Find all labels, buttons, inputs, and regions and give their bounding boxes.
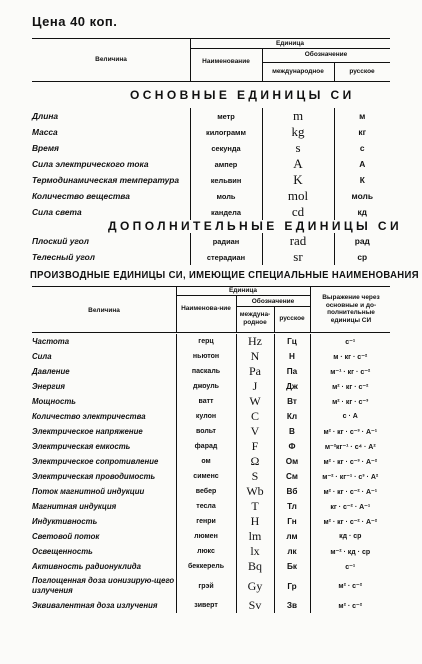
intl-symbol: Hz [236,334,274,349]
si-expression: м² · с⁻² [310,574,390,598]
quantity-name: Энергия [32,382,65,391]
intl-symbol: sr [262,249,334,265]
intl-symbol: N [236,349,274,364]
si-expression: м⁻²кг⁻¹ · с⁴ · А² [310,439,390,454]
intl-symbol: Pa [236,364,274,379]
russian-symbol: Вб [274,484,310,499]
table-row [32,249,390,265]
russian-symbol: К [334,172,390,188]
table-row [32,349,390,364]
russian-symbol: м [334,108,390,124]
russian-symbol: ср [334,249,390,265]
table-row [32,364,390,379]
col3-designation: Обозначение [251,298,295,305]
unit-name: беккерель [176,559,236,574]
russian-symbol: Гн [274,514,310,529]
unit-name: зиверт [176,598,236,613]
quantity-name: Электрическая проводимость [32,472,156,481]
quantity-name: Световой поток [32,532,100,541]
russian-symbol: лм [274,529,310,544]
si-expression: м² · кг · с⁻³ · А⁻¹ [310,424,390,439]
russian-symbol: кг [334,124,390,140]
si-expression: с⁻¹ [310,334,390,349]
unit-name: ватт [176,394,236,409]
intl-symbol: J [236,379,274,394]
russian-symbol: рад [334,233,390,249]
derived-units-table [32,334,390,613]
quantity-name: Электрическое сопротивление [32,457,159,466]
table-row [32,172,390,188]
si-expression: м² · кг · с⁻² · А⁻¹ [310,484,390,499]
intl-symbol: Ω [236,454,274,469]
quantity-name: Масса [32,127,58,137]
quantity-name: Телесный угол [32,252,95,262]
section-derived-title: ПРОИЗВОДНЫЕ ЕДИНИЦЫ СИ, ИМЕЮЩИЕ СПЕЦИАЛЬНЫЕ НАИМЕНОВАНИЯ [30,270,419,281]
col3-name: Наименова-ние [181,305,231,312]
intl-symbol: Sv [236,598,274,613]
si-expression: кг · с⁻² · А⁻¹ [310,499,390,514]
table-row [32,544,390,559]
intl-symbol: Wb [236,484,274,499]
unit-name: грэй [176,574,236,598]
intl-symbol: Gy [236,574,274,598]
quantity-name: Давление [32,367,70,376]
quantity-name: Поток магнитной индукции [32,487,145,496]
russian-symbol: кд [334,204,390,220]
quantity-name: Количество вещества [32,191,130,201]
quantity-name: Электрическое напряжение [32,427,143,436]
unit-name: вебер [176,484,236,499]
intl-symbol: Bq [236,559,274,574]
unit-name: джоуль [176,379,236,394]
unit-name: ампер [190,156,262,172]
unit-name: килограмм [190,124,262,140]
table-row [32,409,390,424]
table-row [32,529,390,544]
quantity-name: Частота [32,337,70,346]
section-base-title: ОСНОВНЫЕ ЕДИНИЦЫ СИ [130,88,355,102]
quantity-name: Термодинамическая температура [32,175,180,185]
table-row [32,188,390,204]
intl-symbol: s [262,140,334,156]
unit-name: герц [176,334,236,349]
unit-name: паскаль [176,364,236,379]
table-row [32,124,390,140]
intl-symbol: V [236,424,274,439]
intl-symbol: W [236,394,274,409]
russian-symbol: См [274,469,310,484]
quantity-name: Эквивалентная доза излучения [32,601,158,610]
unit-name: ом [176,454,236,469]
intl-symbol: cd [262,204,334,220]
col-designation: Обозначение [304,51,348,58]
quantity-name: Электрическая емкость [32,442,131,451]
col-quantity: Величина [95,56,127,63]
table-row [32,514,390,529]
col3-international: междуна-родное [239,311,271,326]
unit-name: тесла [176,499,236,514]
table-row [32,334,390,349]
base-units-table [32,108,390,220]
russian-symbol: Дж [274,379,310,394]
unit-name: люмен [176,529,236,544]
col3-quantity: Величина [88,307,120,314]
col-name: Наименование [202,58,250,65]
intl-symbol: rad [262,233,334,249]
russian-symbol: моль [334,188,390,204]
table-row [32,559,390,574]
russian-symbol: Н [274,349,310,364]
col3-unit: Единица [228,287,258,294]
table-row [32,379,390,394]
unit-name: кандела [190,204,262,220]
intl-symbol: K [262,172,334,188]
col-russian: русское [349,68,375,75]
col-unit: Единица [275,40,305,47]
si-expression: м² · кг · с⁻² [310,379,390,394]
unit-name: сименс [176,469,236,484]
unit-name: вольт [176,424,236,439]
intl-symbol: C [236,409,274,424]
unit-name: фарад [176,439,236,454]
si-expression: кд · ср [310,529,390,544]
col3-russian: русское [279,315,305,322]
table-row [32,140,390,156]
quantity-name: Плоский угол [32,236,89,246]
table-row [32,108,390,124]
quantity-name: Поглощенная доза ионизирую-щего излучения [32,576,175,595]
table-row [32,454,390,469]
russian-symbol: А [334,156,390,172]
intl-symbol: m [262,108,334,124]
section-supplementary-title: ДОПОЛНИТЕЛЬНЫЕ ЕДИНИЦЫ СИ [108,219,402,233]
si-expression: м⁻² · кд · ср [310,544,390,559]
col-international: международное [272,68,324,75]
si-expression: м⁻¹ · кг · с⁻² [310,364,390,379]
quantity-name: Мощность [32,397,76,406]
quantity-name: Количество электричества [32,412,146,421]
si-expression: м² · кг · с⁻² · А⁻² [310,514,390,529]
quantity-name: Освещенность [32,547,93,556]
quantity-name: Сила света [32,207,82,217]
quantity-name: Сила [32,352,52,361]
intl-symbol: A [262,156,334,172]
intl-symbol: kg [262,124,334,140]
intl-symbol: lm [236,529,274,544]
russian-symbol: В [274,424,310,439]
unit-name: стерадиан [190,249,262,265]
intl-symbol: T [236,499,274,514]
quantity-name: Магнитная индукция [32,502,117,511]
table-row [32,484,390,499]
intl-symbol: F [236,439,274,454]
russian-symbol: Тл [274,499,310,514]
si-expression: м² · кг · с⁻³ · А⁻² [310,454,390,469]
russian-symbol: Ом [274,454,310,469]
intl-symbol: S [236,469,274,484]
russian-symbol: Зв [274,598,310,613]
russian-symbol: Бк [274,559,310,574]
table-row [32,394,390,409]
table-row [32,156,390,172]
intl-symbol: mol [262,188,334,204]
intl-symbol: lx [236,544,274,559]
unit-name: радиан [190,233,262,249]
unit-name: метр [190,108,262,124]
si-expression: с · А [310,409,390,424]
intl-symbol: H [236,514,274,529]
russian-symbol: с [334,140,390,156]
table-row [32,424,390,439]
si-expression: м · кг · с⁻² [310,349,390,364]
quantity-name: Длина [32,111,59,121]
unit-name: секунда [190,140,262,156]
quantity-name: Сила электрического тока [32,159,149,169]
unit-name: кулон [176,409,236,424]
unit-name: моль [190,188,262,204]
supplementary-units-table [32,233,390,265]
table-row [32,204,390,220]
russian-symbol: лк [274,544,310,559]
table-row [32,598,390,613]
unit-name: ньютон [176,349,236,364]
table-row [32,233,390,249]
russian-symbol: Ф [274,439,310,454]
si-expression: м² · кг · с⁻³ [310,394,390,409]
unit-name: генри [176,514,236,529]
col3-expression: Выражение через основные и до-полнительные единицы СИ [322,294,380,324]
price-label: Цена 40 коп. [32,14,118,29]
russian-symbol: Кл [274,409,310,424]
russian-symbol: Па [274,364,310,379]
russian-symbol: Гр [274,574,310,598]
si-expression: м² · с⁻² [310,598,390,613]
quantity-name: Индуктивность [32,517,98,526]
table-row [32,439,390,454]
table-row [32,499,390,514]
quantity-name: Активность радионуклида [32,562,141,571]
unit-name: кельвин [190,172,262,188]
russian-symbol: Вт [274,394,310,409]
russian-symbol: Гц [274,334,310,349]
unit-name: люкс [176,544,236,559]
table-row [32,469,390,484]
quantity-name: Время [32,143,59,153]
si-expression: с⁻¹ [310,559,390,574]
table-row [32,574,390,598]
si-expression: м⁻² · кг⁻¹ · с³ · А² [310,469,390,484]
